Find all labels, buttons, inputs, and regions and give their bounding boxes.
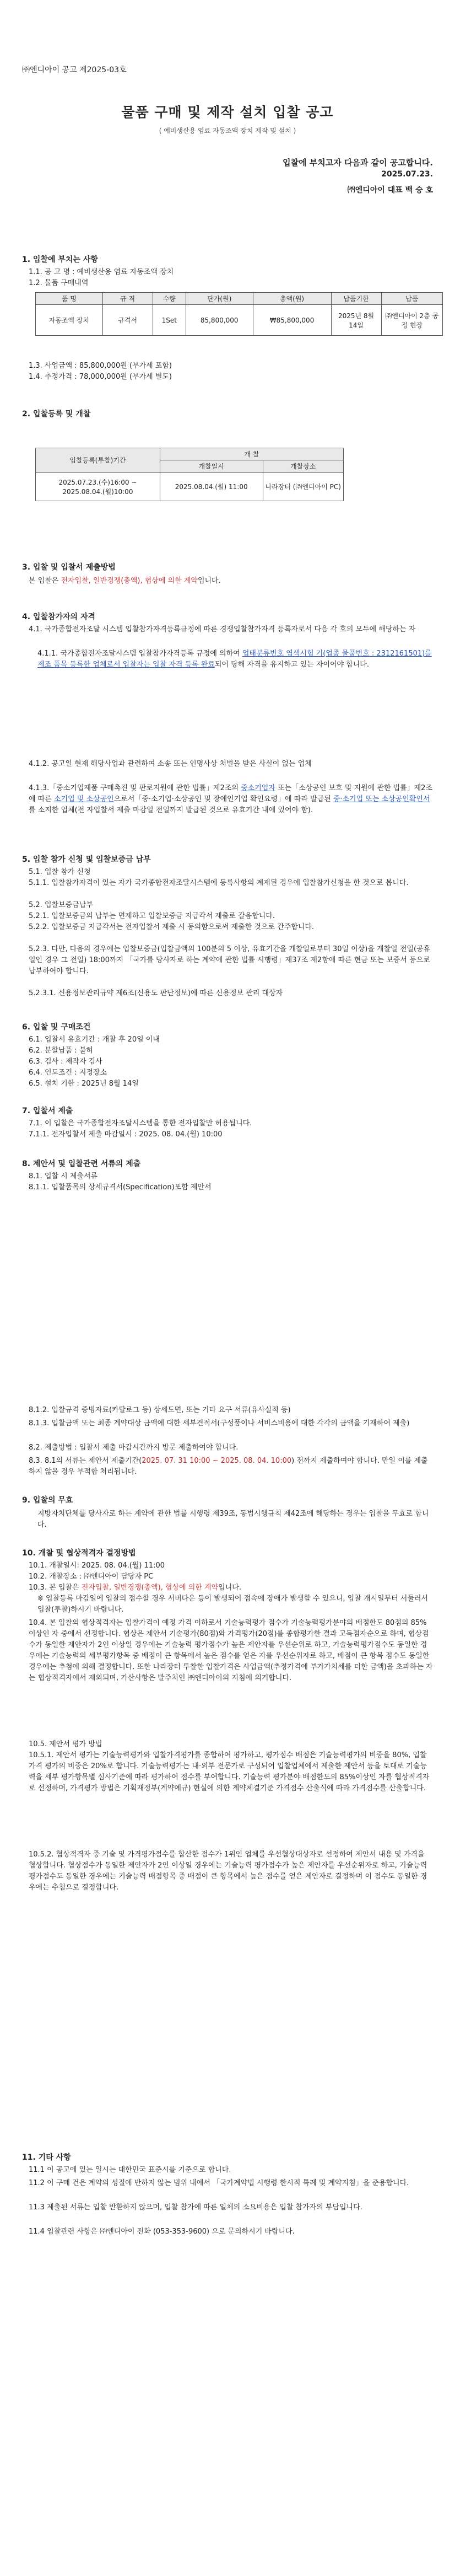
- col-bid-period: 입찰등록(투찰)기간: [36, 448, 160, 473]
- s11-l3: 11.3 제출된 서류는 입찰 반환하지 않으며, 입찰 참가에 따른 일체의 소요비용은 입찰 참가자의 부담입니다.: [29, 2203, 362, 2212]
- s4-p1a-pre: 4.1.1. 국가종합전자조달시스템 입찰참가자격등록 규정에 의하여: [37, 650, 242, 658]
- s4-p3b: 중소기업자: [241, 784, 275, 792]
- s6-l1: 6.1. 입찰서 유효기간 : 개찰 후 20일 이내: [29, 1035, 160, 1044]
- s6-l5: 6.5. 설치 기한 : 2025년 8월 14일: [29, 1080, 139, 1088]
- s6-l4: 6.4. 인도조건 : 지정장소: [29, 1069, 107, 1077]
- s3-pre: 본 입찰은: [29, 577, 61, 585]
- s10-l52: 10.5.2. 협상적격자 중 기술 및 가격평가점수를 합산한 점수가 1위인 업체를 우선협상대상자로 선정하여 제안서 내용 및 가격을 협상합니다. 협상점수가 동일한 제안자가 2인 이상일 경우에는 기술능력 평가점수가 높은 제안자를 우선순위자로 하고, 기술능력평가점수도 동일한 경우에는 기술능력 배점항목 중 배점이 큰 항목에서 높은 점수를 얻은 제안자로 결정하며 이 점수도 동일한 경우에는 추첨으로 결정합니다.: [29, 1850, 427, 1892]
- s5-l1: 5.1. 입찰 참가 신청: [29, 868, 91, 876]
- table-row: [36, 473, 344, 501]
- s3-text: [29, 576, 433, 587]
- s8-l1: 8.1. 입찰 시 제출서류: [29, 1172, 98, 1180]
- s10-l3: [29, 1582, 433, 1593]
- s10-l51: 10.5.1. 제안서 평가는 기술능력평가와 입찰가격평가를 종합하여 평가하고, 평가점수 배점은 기술능력평가의 비중을 80%, 입찰가격 평가의 비중은 20%로 합니다. 기술능력평가는 내·외부 전문가로 구성되어 입찰업체에서 제출한 제안서 등을 토대로 기술능력을 세부 평가항목별 심사기준에 따라 평가하여 점수를 부여합니다. 기술능력 평가분야 배점한도의 85%이상인 자를 협상적격자로 선정하며, 가격평가 방법은 기획재정부(계약예규) 현실에 의한 계약체결기준 가격점수 산출식에 따라 가격점수를 산출합니다.: [29, 1751, 430, 1793]
- s8-l13: 8.1.3. 입찰금액 또는 최종 계약대상 금액에 대한 세부견적서(구성품이나 서비스비용에 대한 각각의 금액을 기재하여 제출): [29, 1419, 410, 1427]
- s8-l12: 8.1.2. 입찰규격 증빙자료(카탈로그 등) 상세도면, 또는 기타 요구 서류(유사실적 등): [29, 1406, 291, 1414]
- cell-delivery: ㈜엔디아이 2층 공정 현장: [381, 305, 442, 336]
- col-delivery: 납품: [381, 293, 442, 305]
- s8-l3a: 8.3. 8.1의 서류는 제안서 제출기간(: [29, 1457, 142, 1465]
- s10-l3c: 입니다.: [218, 1584, 241, 1592]
- s3-highlight: 전자입찰, 일반경쟁(총액), 협상에 의한 계약: [61, 577, 198, 585]
- cell-unit-price: 85,800,000: [186, 305, 253, 336]
- table-row: [36, 448, 344, 460]
- section-8-heading: 8. 제안서 및 입찰관련 서류의 제출: [22, 1160, 141, 1168]
- s5-l231: 5.2.3.1. 신용정보관리규약 제6조(신용도 판단정보)에 따른 신용정보 관리 대상자: [29, 989, 283, 997]
- s1-line-4: 1.4. 추정가격 : 78,000,000원 (부가세 별도): [29, 373, 172, 381]
- s8-l3b: 2025. 07. 31 10:00 ~ 2025. 08. 04. 10:00: [142, 1457, 292, 1465]
- section-3-heading: 3. 입찰 및 입찰서 제출방법: [22, 563, 116, 572]
- s4-p3c: 또는「소상공인 보호 및 지원에 관한 법률」제2조에 따른: [29, 784, 433, 803]
- cell-spec: 규격서: [102, 305, 153, 336]
- s1-line-2: 1.2. 물품 구매내역: [29, 279, 89, 287]
- s10-l2: 10.2. 개찰장소 : ㈜엔디아이 담당자 PC: [29, 1573, 154, 1581]
- section-6-heading: 6. 입찰 및 구매조건: [22, 1023, 91, 1032]
- s11-l4: 11.4 입찰관련 사항은 ㈜엔디아이 전화 (053-353-9600) 으로 문의하시기 바랍니다.: [29, 2228, 295, 2236]
- s10-l3a: 10.3. 본 입찰은: [29, 1584, 82, 1592]
- s8-l2: 8.2. 제출방법 : 입찰서 제출 마감시간까지 방문 제출하여야 합니다.: [29, 1443, 239, 1452]
- purchase-table: [35, 292, 443, 336]
- col-spec: 규 격: [102, 293, 153, 305]
- s4-p3e: 으로서「중·소기업·소상공인 및 장애인기업 확인요령」에 따라 발급된: [113, 795, 333, 803]
- section-9-heading: 9. 입찰의 무효: [22, 1496, 73, 1505]
- s6-l2: 6.2. 분할납품 : 불허: [29, 1046, 93, 1055]
- col-opening-time: 개찰일시: [160, 460, 263, 473]
- s11-l2: 11.2 이 구매 건은 계약의 성질에 반하지 않는 범위 내에서 「국가계약법 시행령 한시적 특례 및 계약지침」을 준용합니다.: [29, 2179, 409, 2187]
- s4-para-1: 4.1. 국가종합전자조달 시스템 입찰참가자격등록규정에 따른 경쟁입찰참가자격 등록자로서 다음 각 호의 모두에 해당하는 자: [29, 625, 416, 634]
- s10-l1: 10.1. 개찰일시: 2025. 08. 04.(월) 11:00: [29, 1561, 165, 1570]
- s8-l3c: ) 전까지 제출하여야 합니다. 만일 이를 제출하지 않을 경우 부적합 처리됩니다.: [29, 1457, 428, 1476]
- bid-schedule-table: [35, 448, 344, 501]
- section-11-heading: 11. 기타 사항: [22, 2153, 71, 2162]
- s8-l3: [29, 1456, 433, 1478]
- page-title: 물품 구매 및 제작 설치 입찰 공고: [121, 104, 334, 120]
- cell-qty: 1Set: [153, 305, 186, 336]
- s1-line-3: 1.3. 사업금액 : 85,800,000원 (부가세 포함): [29, 362, 172, 370]
- page-subtitle: ( 예비생산용 염료 자동조액 장치 제작 및 설치 ): [159, 127, 296, 135]
- col-opening: 개 찰: [160, 448, 343, 460]
- col-qty: 수량: [153, 293, 186, 305]
- cell-bid-period: 2025.07.23.(수)16:00 ~ 2025.08.04.(월)10:00: [36, 473, 160, 501]
- s5-l21: 5.2.1. 입찰보증금의 납부는 면제하고 입찰보증금 지급각서 제출로 갈음합니다.: [29, 912, 275, 920]
- cell-opening-time: 2025.08.04.(월) 11:00: [160, 473, 263, 501]
- cell-deadline: 2025년 8월 14일: [331, 305, 381, 336]
- s5-l22: 5.2.2. 입찰보증금 지급각서는 전자입찰서 제출 시 동의함으로써 제출한 것으로 간주합니다.: [29, 923, 315, 931]
- section-2-heading: 2. 입찰등록 및 개찰: [22, 410, 91, 418]
- cell-opening-place: 나라장터 (㈜엔디아이 PC): [263, 473, 343, 501]
- purchase-table-header: [36, 293, 443, 305]
- s3-post: 입니다.: [197, 577, 221, 585]
- s4-p3g: 를 소지한 업체(전 자입찰서 제출 마감일 전일까지 발급된 것으로 유효기간 내에 있어야 함).: [29, 806, 313, 814]
- notice-date: 2025.07.23.: [381, 170, 433, 179]
- s9-text: 지방자치단체를 당사자로 하는 계약에 관한 법률 시행령 제39조, 동법시행규칙 제42조에 해당하는 경우는 입찰을 무효로 합니다.: [37, 1510, 429, 1529]
- s8-l11: 8.1.1. 입찰품목의 상세규격서(Specification)포함 제안서: [29, 1183, 212, 1192]
- col-deadline: 납품기한: [331, 293, 381, 305]
- document-number: ㈜엔디아이 공고 제2025-03호: [22, 66, 127, 74]
- s10-l5: 10.5. 제안서 평가 방법: [29, 1740, 102, 1748]
- s4-p3f: 중·소기업 또는 소상공인확인서: [333, 795, 430, 803]
- section-5-heading: 5. 입찰 참가 신청 및 입찰보증금 납부: [22, 855, 151, 864]
- s1-line-1: 1.1. 공 고 명 : 예비생산용 염료 자동조액 장치: [29, 268, 174, 276]
- col-unit-price: 단가(원): [186, 293, 253, 305]
- section-1-heading: 1. 입찰에 부치는 사항: [22, 255, 98, 264]
- cell-item: 자동조액 장치: [36, 305, 103, 336]
- issuing-organization: ㈜엔디아이 대표 백 승 호: [347, 186, 433, 195]
- section-4-heading: 4. 입찰참가자의 자격: [22, 613, 95, 621]
- s10-l4: 10.4. 본 입찰의 협상적격자는 입찰가격이 예정 가격 이하로서 기술능력평가 점수가 기술능력평가분야의 배점한도 80점의 85%이상인 자 중에서 선정합니다. 협상은 제안서 기술평가(80점)와 가격평가(20점)를 종합평가한 결과 고득점자순으로 하며, 협상점수가 동일한 제안자가 2인 이상일 경우에는 기술능력 평가점수가 높은 제안자를 우선순위로 하고, 기술능력평가점수도 동일한 경우에는 기술능력의 세부평가항목 중 배점이 큰 항목에서 높은 점수를 얻은 자를 우선순위자로 하고, 배점이 큰 항목 점수도 동일한 경우에는 추첨에 의해 결정합니다. 또한 나라장터 투찰한 입찰가격은 사업금액(추정가격에 부가가치세를 더한 금액)을 초과하는 자는 협상적격자에서 제외되며, 가산사항은 발주처인 ㈜엔디아이의 지침에 의거합니다.: [29, 1619, 433, 1682]
- col-opening-place: 개찰장소: [263, 460, 343, 473]
- section-7-heading: 7. 입찰서 제출: [22, 1107, 73, 1115]
- s6-l3: 6.3. 검사 : 제작자 검사: [29, 1058, 102, 1066]
- s5-l11: 5.1.1. 입찰참가자격이 있는 자가 국가종합전자조달시스템에 등록사항의 계재된 경우에 입찰참가신청을 한 것으로 봅니다.: [29, 879, 409, 887]
- s4-p1a-highlight: 업태분류번호 염색시험 기(업종 물품번호 : 2312161501)를 제조 품목 등록한 업체로서 입찰자는 입찰 자격 등록 완료: [37, 650, 432, 669]
- s4-para-2: 4.1.2. 공고일 현재 해당사업과 관련하여 소송 또는 인명사상 처벌을 받은 사실이 없는 업체: [29, 760, 312, 768]
- col-item: 품 명: [36, 293, 103, 305]
- s4-p1a-post: 되어 당해 자격을 유지하고 있는 자이어야 합니다.: [214, 661, 369, 669]
- table-row: [36, 305, 443, 336]
- s5-l23: 5.2.3. 다만, 다음의 경우에는 입찰보증금(입찰금액의 100분의 5 이상, 유효기간을 개찰일로부터 30일 이상)을 개찰일 전일(공휴일인 경우 그 전일) 18:00까지 「국가를 당사자로 하는 계약에 관한 법률 시행령」제37조 제2항에 따른 현금 또는 보증서 등으로 납부하여야 합니다.: [29, 945, 431, 975]
- s4-para-3: [29, 783, 433, 816]
- s10-l3b: 전자입찰, 일반경쟁(총액), 협상에 의한 계약: [81, 1584, 219, 1592]
- cell-total: ₩85,800,000: [253, 305, 331, 336]
- s5-l2: 5.2. 입찰보증금납부: [29, 901, 93, 909]
- col-total: 총액(원): [253, 293, 331, 305]
- s7-l1: 7.1. 이 입찰은 국가종합전자조달시스템을 통한 전자입찰만 허용됩니다.: [29, 1119, 252, 1128]
- section-10-heading: 10. 개찰 및 협상적격자 결정방법: [22, 1549, 136, 1558]
- s11-l1: 11.1 이 공고에 있는 일시는 대한민국 표준시를 기준으로 합니다.: [29, 2166, 231, 2174]
- s10-l3-note: ※ 입찰등록 마감일에 입찰의 접수할 경우 서버다운 등이 발생되어 접속에 장애가 발생할 수 있으니, 입찰 개시일부터 서둘러서 입찰(투찰)하시기 바랍니다.: [37, 1595, 429, 1614]
- lead-text: 입찰에 부치고자 다음과 같이 공고합니다.: [283, 158, 433, 168]
- s4-para-1a: [37, 648, 433, 670]
- s4-p3d: 소기업 및 소상공인: [53, 795, 114, 803]
- s4-p3a: 4.1.3.「중소기업제품 구매촉진 및 판로지원에 관한 법률」제2조의: [29, 784, 241, 792]
- s7-l11: 7.1.1. 전자입찰서 제출 마감일시 : 2025. 08. 04.(월) 10:00: [29, 1130, 223, 1139]
